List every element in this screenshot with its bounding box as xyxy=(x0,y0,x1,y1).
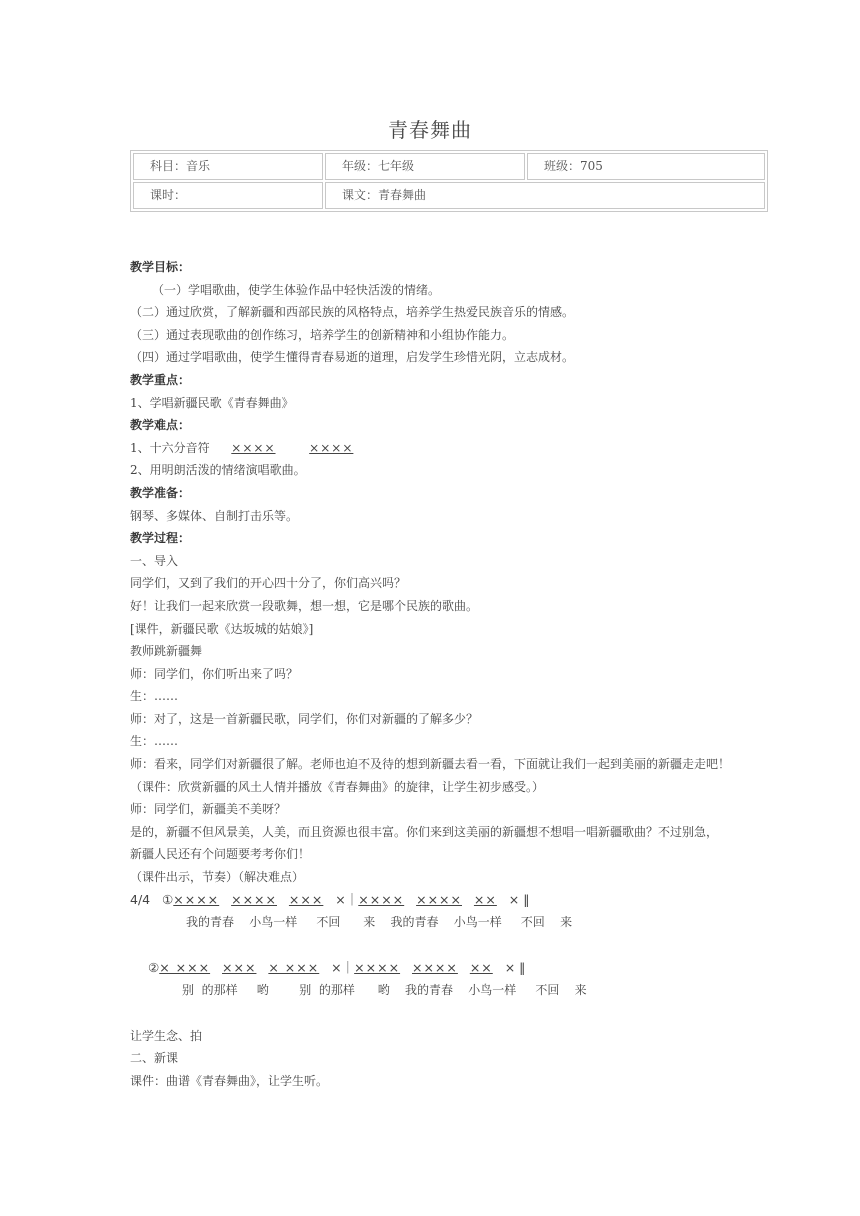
info-row-1 xyxy=(133,153,765,180)
section-heading-process: 教学过程： xyxy=(130,531,191,546)
process-line: 生：…… xyxy=(130,734,179,749)
sixteenth-note-pattern-1: ×××× xyxy=(231,440,276,455)
process-line: 课件：曲谱《青春舞曲》，让学生听。 xyxy=(130,1073,329,1088)
lyrics-line-1: 我的青春 小鸟一样 不回 来 我的青春 小鸟一样 不回 来 xyxy=(186,914,573,929)
process-line: 教师跳新疆舞 xyxy=(130,644,203,659)
rhythm-group: ×××× xyxy=(231,891,277,907)
rhythm-group: ×××× xyxy=(354,959,401,975)
process-line: [课件，新疆民歌《达坂城的姑娘》] xyxy=(130,621,314,636)
process-line: 师：对了，这是一首新疆民歌，同学们，你们对新疆的了解多少？ xyxy=(130,711,479,726)
rhythm-group: ×× xyxy=(473,891,497,907)
process-line: 师：看来，同学们对新疆很了解。老师也迫不及待的想到新疆去看一看，下面就让我们一起到美丽的新疆走走吧！ xyxy=(130,757,731,772)
difficulty-1 xyxy=(130,437,810,460)
rhythm-group: × xyxy=(335,891,346,907)
goal-4: （四）通过学唱歌曲，使学生懂得青春易逝的道理，启发学生珍惜光阴，立志成材。 xyxy=(130,350,575,365)
rhythm-group: ×××× xyxy=(173,891,220,907)
rhythm-group: ×××× xyxy=(358,891,405,907)
rhythm-group: ×××× xyxy=(416,891,462,907)
rhythm-number: ② xyxy=(148,959,160,975)
rhythm-group: × ××× xyxy=(159,959,211,975)
lesson-body xyxy=(130,256,810,1092)
section-heading-difficulties: 教学难点： xyxy=(130,418,191,433)
subject-cell: 科目：音乐 xyxy=(133,153,323,180)
rhythm-group: ××× xyxy=(222,959,257,975)
grade-cell: 年级：七年级 xyxy=(325,153,525,180)
goal-1: （一）学唱歌曲，使学生体验作品中轻快活泼的情绪。 xyxy=(152,282,441,297)
process-line: 师：同学们，新疆美不美呀？ xyxy=(130,802,287,817)
section-heading-preparation: 教学准备： xyxy=(130,485,191,500)
rhythm-line-2: ②× ××× ××× × ××× ×｜×××× ×××× ×× × ‖ xyxy=(148,959,526,975)
info-row-2 xyxy=(133,182,765,209)
rhythm-group: ×× xyxy=(469,959,493,975)
preparation-1: 钢琴、多媒体、自制打击乐等。 xyxy=(130,508,299,523)
goal-3: （三）通过表现歌曲的创作练习，培养学生的创新精神和小组协作能力。 xyxy=(130,327,515,342)
lyrics-line-2: 别 的那样 哟 别 的那样 哟 我的青春 小鸟一样 不回 来 xyxy=(182,982,587,997)
process-line: 好！让我们一起来欣赏一段歌舞，想一想，它是哪个民族的歌曲。 xyxy=(130,598,479,613)
process-line: 生：…… xyxy=(130,689,179,704)
lesson-info-table xyxy=(130,150,768,212)
spacer xyxy=(130,933,810,957)
sixteenth-note-pattern-2: ×××× xyxy=(309,440,354,455)
goal-2: （二）通过欣赏，了解新疆和西部民族的风格特点，培养学生热爱民族音乐的情感。 xyxy=(130,305,575,320)
key-point-1: 1、学唱新疆民歌《青春舞曲》 xyxy=(130,395,294,410)
section-heading-key-points: 教学重点： xyxy=(130,372,191,387)
process-line: 师：同学们，你们听出来了吗？ xyxy=(130,666,299,681)
document-title: 青春舞曲 xyxy=(388,118,472,142)
period-cell: 课时： xyxy=(133,182,323,209)
rhythm-group: × ××× xyxy=(268,959,320,975)
rhythm-group: × xyxy=(331,959,342,975)
class-cell: 班级：705 xyxy=(527,153,765,180)
rhythm-group: ××× xyxy=(288,891,324,907)
time-signature: 4/4 xyxy=(130,891,151,907)
difficulty-2: 2、用明朗活泼的情绪演唱歌曲。 xyxy=(130,463,306,478)
rhythm-number: ① xyxy=(162,891,174,907)
process-line: 是的，新疆不但风景美，人美，而且资源也很丰富。你们来到这美丽的新疆想不想唱一唱新疆歌曲？不过别急， xyxy=(130,824,719,839)
difficulty-1-text: 1、十六分音符 xyxy=(130,440,210,455)
process-line: （课件出示，节奏）（解决难点） xyxy=(130,870,305,885)
rhythm-group: × ‖ xyxy=(508,891,530,907)
process-line: 一、导入 xyxy=(130,553,179,568)
lesson-cell: 课文：青春舞曲 xyxy=(325,182,765,209)
process-line: 二、新课 xyxy=(130,1051,179,1066)
process-line: 新疆人民还有个问题要考考你们！ xyxy=(130,847,311,862)
process-line: 让学生念、拍 xyxy=(130,1028,203,1043)
process-line: （课件：欣赏新疆的风土人情并播放《青春舞曲》的旋律，让学生初步感受。） xyxy=(130,779,545,794)
rhythm-line-1: 4/4 ①×××× ×××× ××× ×｜×××× ×××× ×× × ‖ xyxy=(130,891,530,907)
rhythm-group: × ‖ xyxy=(504,959,526,975)
process-line: 同学们，又到了我们的开心四十分了，你们高兴吗？ xyxy=(130,576,407,591)
section-heading-goals: 教学目标： xyxy=(130,260,191,274)
rhythm-group: ×××× xyxy=(411,959,458,975)
spacer xyxy=(130,1001,810,1025)
